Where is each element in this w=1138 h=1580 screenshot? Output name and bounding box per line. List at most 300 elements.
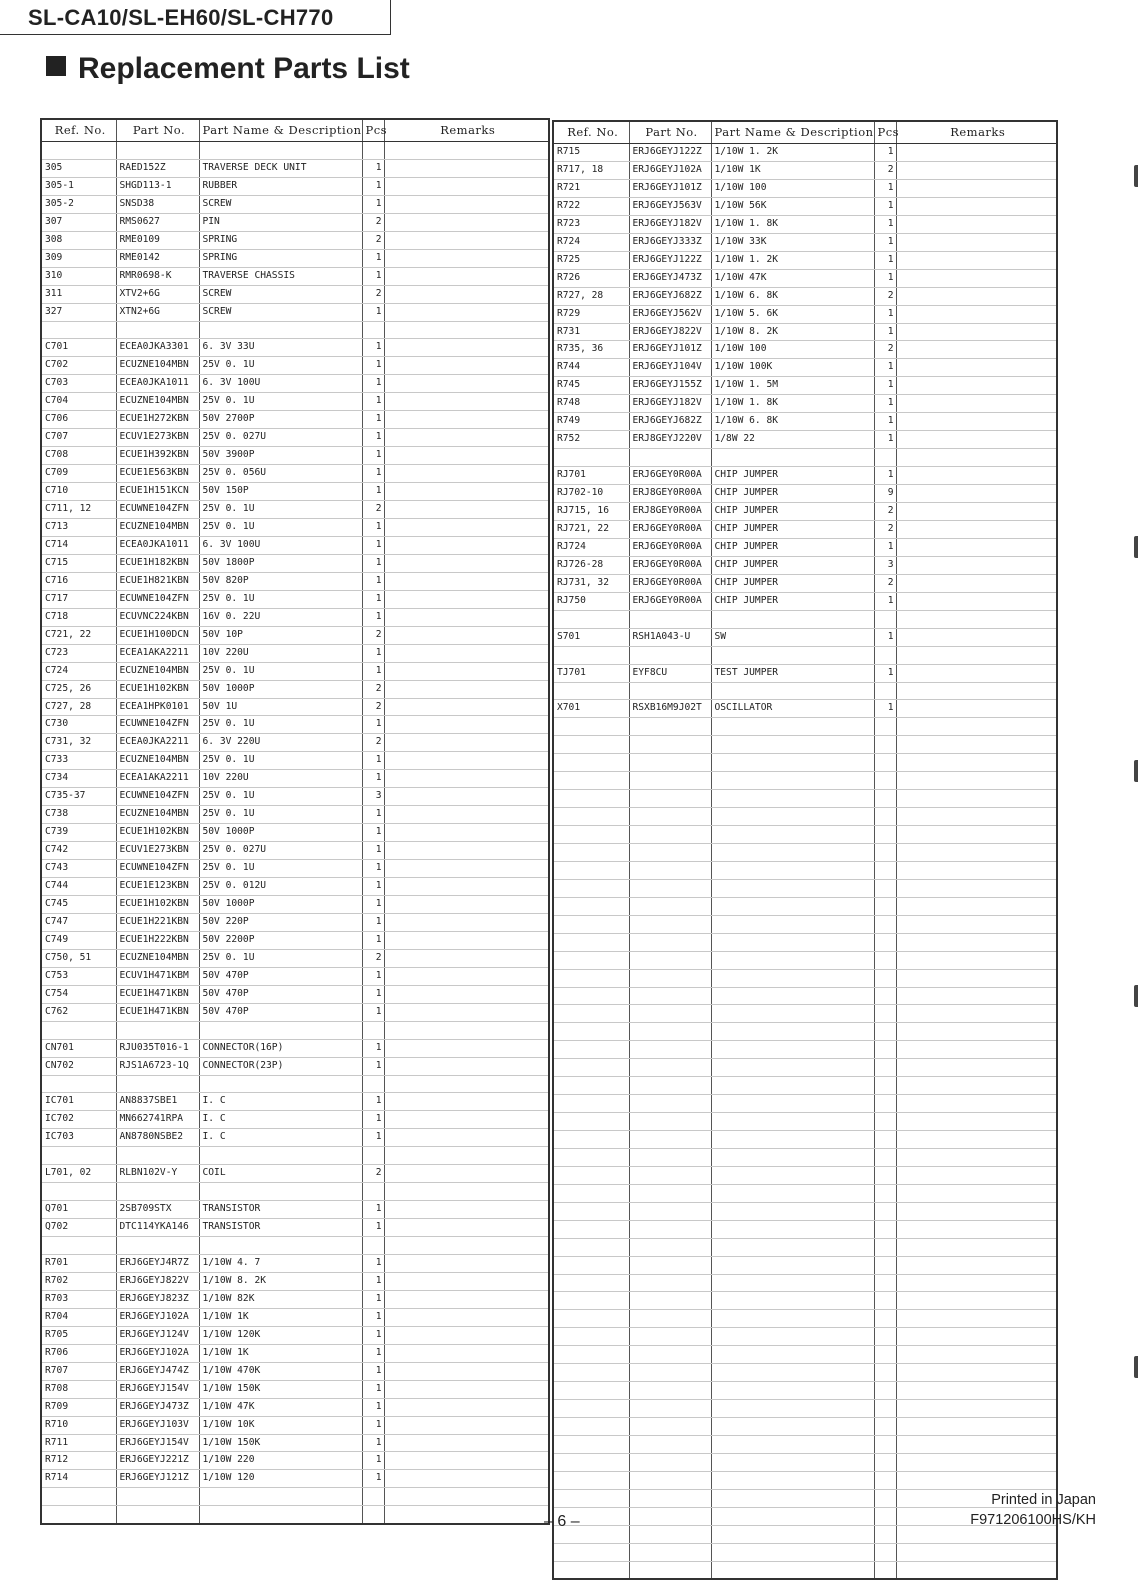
ref-no-cell: RJ750 [553,592,629,610]
description-cell [711,682,874,700]
page-title [46,52,410,86]
pcs-cell [874,1382,896,1400]
part-no-cell: ECUWNE104ZFN [116,590,199,608]
part-no-cell: XTV2+6G [116,285,199,303]
part-no-cell: ECUWNE104ZFN [116,501,199,519]
part-no-cell: ERJ6GEYJ154V [116,1380,199,1398]
pcs-cell [874,1328,896,1346]
pcs-cell: 2 [362,949,384,967]
table-row [553,969,1057,987]
remarks-cell [896,1256,1057,1274]
table-row [553,144,1057,162]
ref-no-cell: R752 [553,431,629,449]
remarks-cell [896,305,1057,323]
part-no-cell: RMS0627 [116,213,199,231]
description-cell: 1/10W 100K [711,359,874,377]
description-cell: 6. 3V 100U [199,375,362,393]
description-cell: I. C [199,1129,362,1147]
ref-no-cell [41,1075,116,1093]
part-no-cell [629,1292,711,1310]
part-no-cell: ERJ6GEYJ221Z [116,1452,199,1470]
remarks-cell [896,1131,1057,1149]
pcs-cell: 1 [874,431,896,449]
ref-no-cell: X701 [553,700,629,718]
remarks-cell [896,1543,1057,1561]
ref-no-cell [553,610,629,628]
table-row [41,572,549,590]
table-row [553,808,1057,826]
pcs-cell [874,1023,896,1041]
ref-no-cell: C730 [41,716,116,734]
pcs-cell: 1 [362,177,384,195]
pcs-cell: 2 [362,680,384,698]
remarks-cell [896,431,1057,449]
header-remarks: Remarks [896,121,1057,144]
description-cell: 50V 470P [199,1003,362,1021]
description-cell [199,1506,362,1524]
table-row [41,554,549,572]
part-no-cell: ECUE1H471KBN [116,1003,199,1021]
remarks-cell [384,375,549,393]
description-cell: 1/10W 150K [199,1434,362,1452]
remarks-cell [896,664,1057,682]
description-cell: CONNECTOR(23P) [199,1057,362,1075]
table-row [553,449,1057,467]
remarks-cell [896,538,1057,556]
header-desc: Part Name & Description [711,121,874,144]
ref-no-cell [553,1184,629,1202]
remarks-cell [896,1418,1057,1436]
remarks-cell [896,1453,1057,1471]
ref-no-cell: CN702 [41,1057,116,1075]
description-cell: CHIP JUMPER [711,538,874,556]
table-row [41,303,549,321]
remarks-cell [896,1561,1057,1579]
description-cell: CHIP JUMPER [711,592,874,610]
table-row [41,1308,549,1326]
table-row [553,1292,1057,1310]
part-no-cell [629,1041,711,1059]
pcs-cell: 1 [362,536,384,554]
remarks-cell [896,574,1057,592]
part-no-cell [629,879,711,897]
ref-no-cell [553,718,629,736]
pcs-cell: 1 [362,483,384,501]
description-cell: 1/10W 56K [711,197,874,215]
description-cell [711,1095,874,1113]
description-cell: 25V 0. 056U [199,465,362,483]
pcs-cell: 1 [874,233,896,251]
ref-no-cell: C734 [41,770,116,788]
pcs-cell: 2 [874,161,896,179]
remarks-cell [384,1237,549,1255]
part-no-cell [629,610,711,628]
part-no-cell [629,1453,711,1471]
description-cell: 1/8W 22 [711,431,874,449]
table-row [553,1077,1057,1095]
table-row [41,860,549,878]
ref-no-cell [553,1005,629,1023]
table-header-row [41,119,549,142]
table-row [41,213,549,231]
part-no-cell: RJU035T016-1 [116,1039,199,1057]
part-no-cell [629,1382,711,1400]
pcs-cell: 1 [874,592,896,610]
ref-no-cell [553,754,629,772]
description-cell: OSCILLATOR [711,700,874,718]
table-row [553,1238,1057,1256]
description-cell: 25V 0. 1U [199,806,362,824]
remarks-cell [384,734,549,752]
remarks-cell [896,718,1057,736]
pcs-cell: 1 [362,824,384,842]
pcs-cell: 1 [362,447,384,465]
pcs-cell: 1 [362,1362,384,1380]
part-no-cell [629,1059,711,1077]
pcs-cell: 1 [362,1254,384,1272]
part-no-cell [629,646,711,664]
pcs-cell: 1 [362,913,384,931]
remarks-cell [896,359,1057,377]
remarks-cell [384,1021,549,1039]
pcs-cell: 1 [874,413,896,431]
part-no-cell: ERJ6GEYJ822V [629,323,711,341]
table-row [41,662,549,680]
part-no-cell: RLBN102V-Y [116,1165,199,1183]
parts-table-left [40,118,550,1525]
remarks-cell [896,772,1057,790]
part-no-cell: ERJ6GEYJ682Z [629,287,711,305]
pcs-cell: 2 [874,503,896,521]
remarks-cell [384,644,549,662]
part-no-cell: ECUE1H392KBN [116,447,199,465]
description-cell: 50V 470P [199,985,362,1003]
part-no-cell: ERJ6GEYJ182V [629,395,711,413]
part-no-cell [629,1543,711,1561]
description-cell [711,951,874,969]
part-no-cell: ERJ6GEY0R00A [629,538,711,556]
ref-no-cell [553,844,629,862]
table-row [41,1183,549,1201]
table-row [41,339,549,357]
description-cell: CHIP JUMPER [711,503,874,521]
ref-no-cell: R703 [41,1290,116,1308]
remarks-cell [384,411,549,429]
ref-no-cell [553,826,629,844]
part-no-cell: ECEA0JKA2211 [116,734,199,752]
remarks-cell [384,1093,549,1111]
pcs-cell [362,1237,384,1255]
ref-no-cell [553,1346,629,1364]
description-cell: 1/10W 6. 8K [711,287,874,305]
ref-no-cell [553,1238,629,1256]
table-header-row [553,121,1057,144]
ref-no-cell [553,1202,629,1220]
table-row [553,197,1057,215]
part-no-cell [116,321,199,339]
remarks-cell [896,1292,1057,1310]
ref-no-cell: R717, 18 [553,161,629,179]
description-cell: 50V 820P [199,572,362,590]
remarks-cell [384,1506,549,1524]
part-no-cell: DTC114YKA146 [116,1219,199,1237]
ref-no-cell: C707 [41,429,116,447]
part-no-cell: RSXB16M9J02T [629,700,711,718]
table-row [41,1506,549,1524]
part-no-cell [629,897,711,915]
pcs-cell [874,1525,896,1543]
ref-no-cell: 305 [41,159,116,177]
part-no-cell [629,808,711,826]
remarks-cell [896,556,1057,574]
parts-table-right [552,120,1058,1580]
ref-no-cell: C714 [41,536,116,554]
description-cell: 25V 0. 1U [199,949,362,967]
description-cell: TEST JUMPER [711,664,874,682]
table-row [41,1075,549,1093]
remarks-cell [384,913,549,931]
description-cell: SPRING [199,249,362,267]
description-cell [199,1075,362,1093]
pcs-cell: 1 [362,159,384,177]
description-cell [711,861,874,879]
ref-no-cell: IC702 [41,1111,116,1129]
pcs-cell [874,1346,896,1364]
remarks-cell [384,518,549,536]
pcs-cell: 1 [874,664,896,682]
description-cell: 50V 1000P [199,896,362,914]
remarks-cell [384,213,549,231]
pcs-cell: 1 [874,179,896,197]
description-cell [711,1166,874,1184]
remarks-cell [896,1471,1057,1489]
part-no-cell: ECEA0JKA1011 [116,536,199,554]
remarks-cell [384,1165,549,1183]
ref-no-cell: C713 [41,518,116,536]
ref-no-cell: C721, 22 [41,626,116,644]
table-row [553,915,1057,933]
ref-no-cell [553,736,629,754]
pcs-cell: 1 [362,770,384,788]
ref-no-cell [553,1220,629,1238]
table-row [553,682,1057,700]
pcs-cell: 1 [362,878,384,896]
remarks-cell [896,269,1057,287]
pcs-cell [874,1095,896,1113]
header-part: Part No. [629,121,711,144]
remarks-cell [384,1075,549,1093]
ref-no-cell [553,1041,629,1059]
remarks-cell [896,1274,1057,1292]
part-no-cell: AN8837SBE1 [116,1093,199,1111]
description-cell: 25V 0. 1U [199,501,362,519]
table-row [41,249,549,267]
description-cell: SW [711,628,874,646]
pcs-cell [362,142,384,160]
description-cell: 6. 3V 220U [199,734,362,752]
header-pcs: Pcs [874,121,896,144]
remarks-cell [896,754,1057,772]
ref-no-cell: R704 [41,1308,116,1326]
table-row [553,592,1057,610]
remarks-cell [384,249,549,267]
description-cell: RUBBER [199,177,362,195]
remarks-cell [896,287,1057,305]
part-no-cell: ECEA0JKA3301 [116,339,199,357]
part-no-cell: RMR0698-K [116,267,199,285]
pcs-cell [874,1041,896,1059]
ref-no-cell [553,1561,629,1579]
part-no-cell: ECUV1H471KBM [116,967,199,985]
description-cell [711,1077,874,1095]
ref-no-cell: 311 [41,285,116,303]
table-row [553,1418,1057,1436]
pcs-cell: 1 [874,700,896,718]
remarks-cell [384,1470,549,1488]
description-cell [711,1489,874,1507]
pcs-cell: 1 [362,554,384,572]
printed-in: Printed in Japan [991,1492,1096,1508]
pcs-cell: 1 [362,375,384,393]
remarks-cell [896,915,1057,933]
table-row [553,1131,1057,1149]
part-no-cell [629,1489,711,1507]
ref-no-cell: R735, 36 [553,341,629,359]
part-no-cell: ERJ6GEYJ121Z [116,1470,199,1488]
remarks-cell [896,521,1057,539]
table-row [553,1310,1057,1328]
part-no-cell: MN662741RPA [116,1111,199,1129]
pcs-cell: 1 [362,267,384,285]
part-no-cell: ECUE1H151KCN [116,483,199,501]
ref-no-cell: RJ702-10 [553,485,629,503]
table-row [41,985,549,1003]
description-cell [711,1292,874,1310]
description-cell: CHIP JUMPER [711,556,874,574]
part-no-cell: ECUE1H182KBN [116,554,199,572]
table-row [553,503,1057,521]
pcs-cell [874,1310,896,1328]
remarks-cell [384,465,549,483]
table-row [41,626,549,644]
remarks-cell [896,395,1057,413]
ref-no-cell: R707 [41,1362,116,1380]
remarks-cell [896,951,1057,969]
description-cell [711,1364,874,1382]
table-row [553,521,1057,539]
ref-no-cell: Q701 [41,1201,116,1219]
table-row [41,375,549,393]
ref-no-cell: R706 [41,1344,116,1362]
description-cell: 1/10W 6. 8K [711,413,874,431]
ref-no-cell: C711, 12 [41,501,116,519]
binding-hole-mark [1134,985,1138,1007]
part-no-cell [629,1202,711,1220]
part-no-cell [629,682,711,700]
header-part: Part No. [116,119,199,142]
pcs-cell [874,915,896,933]
pcs-cell [362,1147,384,1165]
part-no-cell [629,1525,711,1543]
table-row [41,1129,549,1147]
pcs-cell: 1 [874,628,896,646]
ref-no-cell: R702 [41,1272,116,1290]
remarks-cell [384,1183,549,1201]
part-no-cell: ECUZNE104MBN [116,752,199,770]
table-row [41,770,549,788]
part-no-cell: ERJ6GEYJ823Z [116,1290,199,1308]
table-row [553,664,1057,682]
table-row [553,485,1057,503]
description-cell: 50V 150P [199,483,362,501]
remarks-cell [896,1382,1057,1400]
part-no-cell: EYF8CU [629,664,711,682]
remarks-cell [896,1202,1057,1220]
ref-no-cell: C743 [41,860,116,878]
ref-no-cell: RJ721, 22 [553,521,629,539]
table-row [553,628,1057,646]
table-row [41,1272,549,1290]
part-no-cell: ECUV1E273KBN [116,842,199,860]
ref-no-cell [553,1077,629,1095]
remarks-cell [384,357,549,375]
description-cell [711,1471,874,1489]
pcs-cell: 1 [362,303,384,321]
part-no-cell: ERJ6GEYJ822V [116,1272,199,1290]
part-no-cell [629,969,711,987]
remarks-cell [384,177,549,195]
table-row [553,1041,1057,1059]
pcs-cell: 3 [362,788,384,806]
print-info [970,1490,1096,1530]
description-cell: 25V 0. 027U [199,842,362,860]
table-row [41,1039,549,1057]
part-no-cell [629,1328,711,1346]
remarks-cell [896,161,1057,179]
description-cell [711,1453,874,1471]
part-no-cell: ECUWNE104ZFN [116,788,199,806]
table-row [41,447,549,465]
ref-no-cell: R709 [41,1398,116,1416]
pcs-cell: 2 [362,1165,384,1183]
description-cell: 50V 1000P [199,680,362,698]
pcs-cell: 2 [362,626,384,644]
part-no-cell: 2SB709STX [116,1201,199,1219]
part-no-cell: ECUE1H102KBN [116,680,199,698]
ref-no-cell [553,1023,629,1041]
remarks-cell [384,752,549,770]
description-cell: 1/10W 8. 2K [711,323,874,341]
part-no-cell: ERJ6GEY0R00A [629,467,711,485]
description-cell: SCREW [199,285,362,303]
ref-no-cell: C727, 28 [41,698,116,716]
remarks-cell [896,449,1057,467]
ref-no-cell: IC701 [41,1093,116,1111]
table-row [553,1543,1057,1561]
description-cell [711,826,874,844]
page-title-text: Replacement Parts List [78,52,410,85]
table-row [553,1346,1057,1364]
pcs-cell: 1 [874,269,896,287]
table-row [41,483,549,501]
description-cell [711,897,874,915]
description-cell: 25V 0. 1U [199,860,362,878]
table-row [553,179,1057,197]
part-no-cell: ERJ6GEYJ122Z [629,144,711,162]
table-row [41,806,549,824]
remarks-cell [384,1057,549,1075]
pcs-cell [874,1184,896,1202]
